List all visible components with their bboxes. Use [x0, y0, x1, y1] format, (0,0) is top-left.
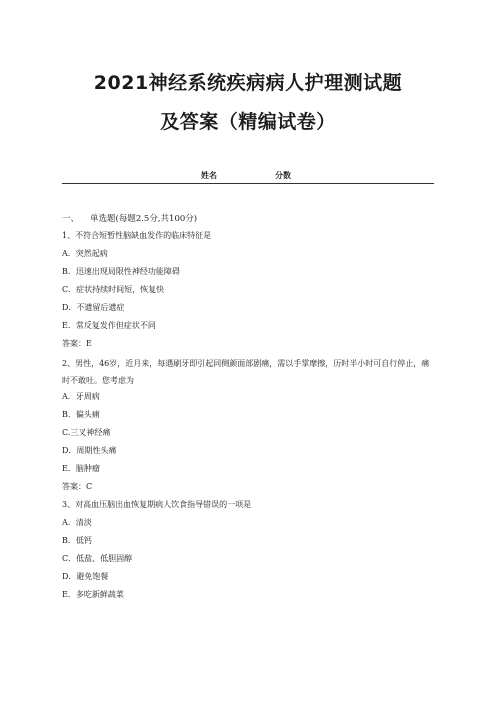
- section-text: 单选题(每题2.5分,共100分): [90, 214, 198, 224]
- option-b: B．偏头痛: [62, 410, 100, 419]
- option-c: C．低盐、低胆固醇: [62, 554, 133, 563]
- option-c: C．症状持续时间短，恢复快: [62, 285, 165, 294]
- doc-title-line-1: 2021神经系统疾病病人护理测试题: [93, 72, 403, 94]
- section-index: 一、: [62, 214, 80, 224]
- answer: 答案：C: [62, 482, 93, 491]
- option-b: B．迅速出现局限性神经功能障碍: [62, 267, 180, 276]
- header-divider: [62, 183, 434, 184]
- option-b: B．低钙: [62, 536, 92, 545]
- option-a: A．牙周病: [62, 392, 100, 401]
- name-label: 姓名: [201, 171, 217, 180]
- option-e: E．常反复发作但症状不同: [62, 321, 156, 330]
- option-c: C.三叉神经痛: [62, 428, 111, 437]
- option-e: E．脑肿瘤: [62, 464, 100, 473]
- question-stem: 2、男性，46岁，近月来，每遇刷牙即引起同侧颜面部剧痛，需以手掌摩擦，历时半小时可自行停止，痛时不敢吐。您考虑为: [62, 359, 430, 385]
- question-stem: 1、不符合短暂性脑缺血发作的临床特征是: [62, 231, 212, 240]
- question-stem: 3、对高血压脑出血恢复期病人饮食指导错误的一项是: [62, 500, 252, 509]
- option-a: A．突然起病: [62, 249, 108, 258]
- option-d: D．避免饱餐: [62, 572, 109, 581]
- section-heading: [62, 212, 434, 229]
- option-a: A．清淡: [62, 518, 92, 527]
- doc-title-line-2: 及答案（精编试卷）: [160, 111, 336, 133]
- question-list: [62, 212, 434, 606]
- score-label: 分数: [275, 171, 291, 180]
- option-d: D．周期性头痛: [62, 446, 117, 455]
- answer: 答案：E: [62, 339, 92, 348]
- option-d: D．不遗留后遗症: [62, 303, 125, 312]
- option-e: E．多吃新鲜蔬菜: [62, 590, 124, 599]
